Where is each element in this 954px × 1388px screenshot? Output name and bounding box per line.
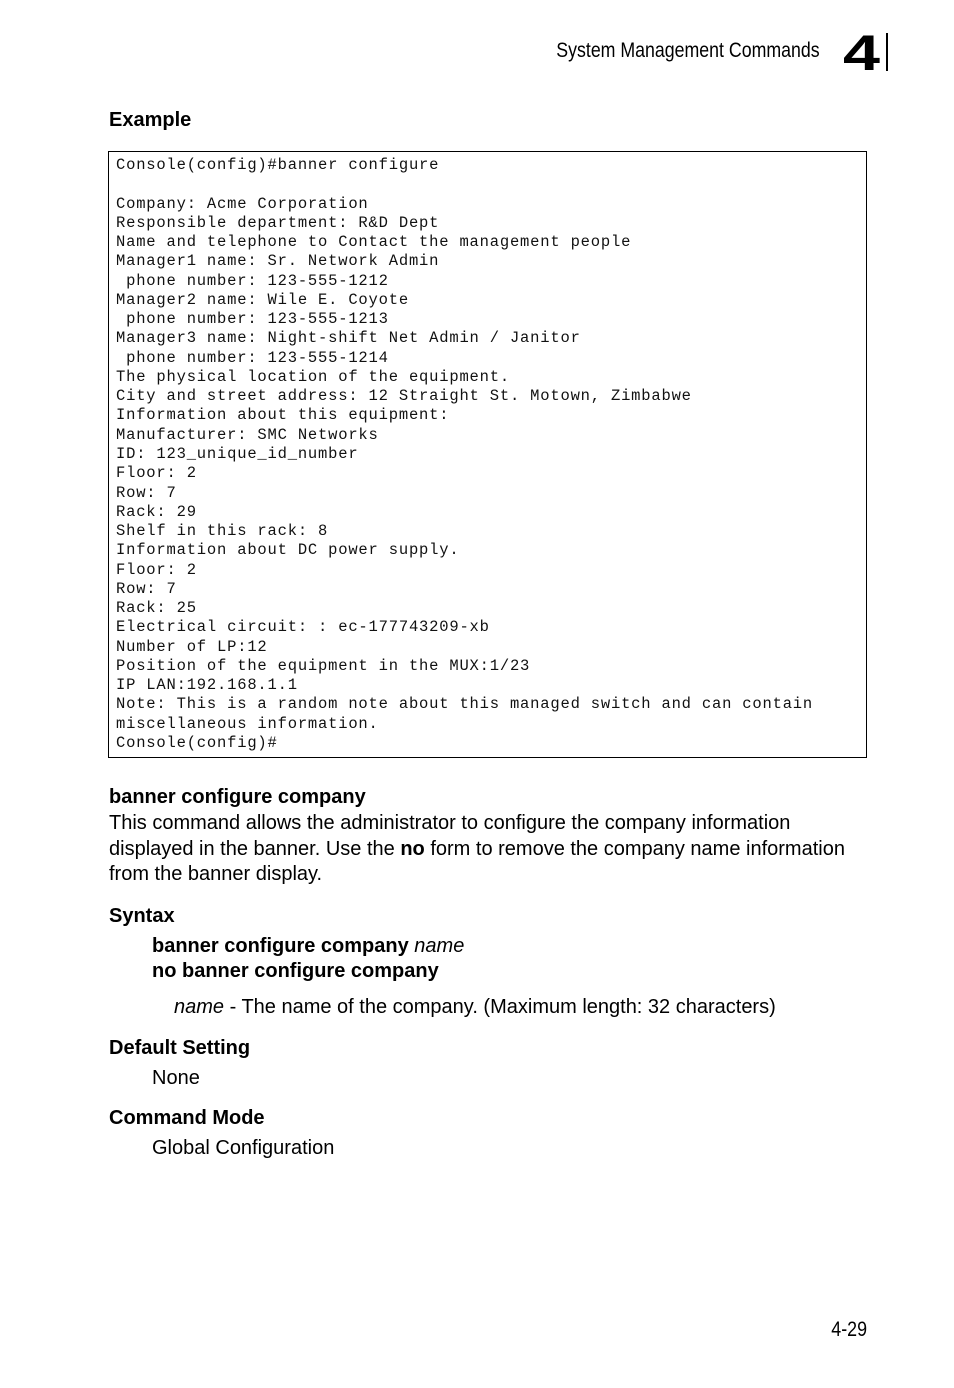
code-line: Row: 7 — [116, 579, 177, 598]
default-setting-value: None — [152, 1067, 200, 1089]
code-line: phone number: 123-555-1213 — [116, 310, 389, 329]
code-line: Note: This is a random note about this managed switch and can contain — [116, 695, 814, 714]
running-header-title: System Management Commands — [556, 39, 820, 62]
example-heading: Example — [109, 109, 192, 131]
code-line: Responsible department: R&D Dept — [116, 213, 440, 232]
code-line: Manager2 name: Wile E. Coyote — [116, 290, 409, 309]
code-line: Rack: 25 — [116, 599, 197, 618]
code-line: Position of the equipment in the MUX:1/23 — [116, 656, 531, 675]
code-line — [116, 175, 859, 194]
code-example-box — [108, 151, 867, 758]
syntax-command: banner configure company — [152, 935, 409, 957]
code-line: phone number: 123-555-1212 — [116, 271, 389, 290]
command-heading: banner configure company — [109, 786, 366, 808]
description-line: This command allows the administrator to configure the company information — [109, 812, 791, 834]
description-text: form to remove the company name information — [430, 837, 845, 860]
code-line: Information about DC power supply. — [116, 541, 460, 560]
code-line: Electrical circuit: : ec-177743209-xb — [116, 618, 490, 637]
parameter-text: - The name of the company. (Maximum length: 32 characters) — [229, 996, 776, 1018]
code-line: phone number: 123-555-1214 — [116, 348, 389, 367]
description-text: displayed in the banner. Use the — [109, 837, 395, 860]
code-line: Rack: 29 — [116, 502, 197, 521]
syntax-parameter: name — [414, 935, 465, 957]
syntax-no-command: no banner configure company — [152, 960, 439, 982]
command-description — [109, 811, 845, 888]
syntax-line — [152, 934, 464, 958]
syntax-heading: Syntax — [109, 905, 175, 927]
command-mode-value: Global Configuration — [152, 1137, 335, 1159]
code-line: The physical location of the equipment. — [116, 367, 510, 386]
code-line: IP LAN:192.168.1.1 — [116, 676, 298, 695]
code-line: Manufacturer: SMC Networks — [116, 425, 379, 444]
code-line: Floor: 2 — [116, 560, 197, 579]
code-line: Row: 7 — [116, 483, 177, 502]
code-line: Console(config)#banner configure — [116, 156, 440, 174]
description-line — [109, 837, 845, 863]
code-line: Shelf in this rack: 8 — [116, 522, 329, 541]
code-line: City and street address: 12 Straight St. Motown, Zimbabwe — [116, 387, 692, 406]
description-line: from the banner display. — [109, 863, 323, 885]
code-line: ID: 123_unique_id_number — [116, 444, 359, 463]
command-mode-heading: Command Mode — [109, 1107, 265, 1129]
chapter-number: 4 — [843, 25, 880, 81]
code-line: miscellaneous information. — [116, 714, 379, 733]
default-setting-heading: Default Setting — [109, 1037, 251, 1059]
chapter-divider — [886, 33, 888, 71]
code-line: Company: Acme Corporation — [116, 194, 369, 213]
no-keyword: no — [400, 837, 425, 860]
page-number: 4-29 — [831, 1318, 867, 1341]
parameter-name: name — [174, 996, 225, 1018]
code-line: Floor: 2 — [116, 464, 197, 483]
code-line: Information about this equipment: — [116, 406, 450, 425]
code-line: Console(config)# — [116, 733, 278, 752]
code-line: Number of LP:12 — [116, 637, 268, 656]
parameter-description — [174, 995, 776, 1019]
code-line: Manager3 name: Night-shift Net Admin / Janitor — [116, 329, 581, 348]
code-line: Manager1 name: Sr. Network Admin — [116, 252, 440, 271]
code-line: Name and telephone to Contact the management people — [116, 233, 632, 252]
